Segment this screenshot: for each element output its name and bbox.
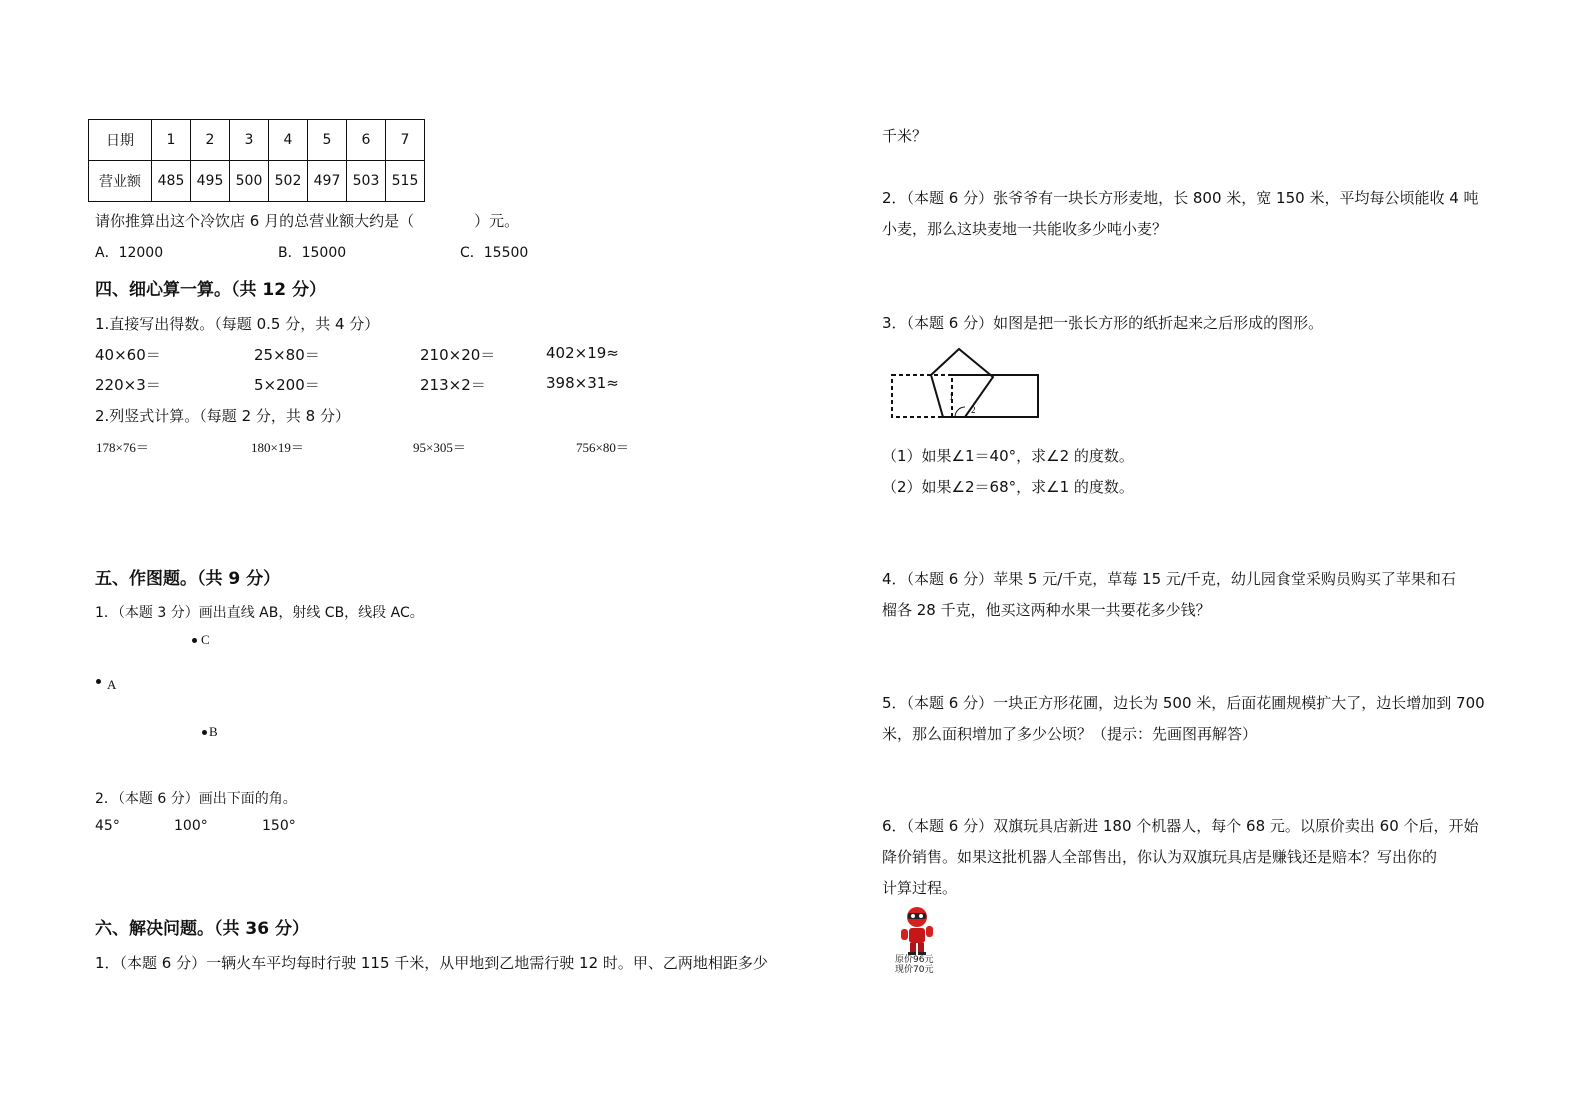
section6-q5-line2: 米，那么面积增加了多少公顷？（提示：先画图再解答）: [882, 725, 1258, 743]
table-cell: 500: [230, 161, 269, 202]
section6-q1-line1: 1．（本题 6 分）一辆火车平均每时行驶 115 千米，从甲地到乙地需行驶 12 时。甲、乙两地相距多少: [95, 954, 768, 972]
table-row: [89, 161, 425, 202]
section5-title: 五、作图题。（共 9 分）: [95, 569, 281, 589]
section6-q3: 3．（本题 6 分）如图是把一张长方形的纸折起来之后形成的图形。: [882, 314, 1324, 332]
section6-q5-line1: 5．（本题 6 分）一块正方形花圃，边长为 500 米，后面花圃规模扩大了，边长增加到 700: [882, 694, 1485, 712]
folded-away-part: [892, 375, 952, 417]
section6-title: 六、解决问题。（共 36 分）: [95, 919, 309, 939]
section6-q6-line3: 计算过程。: [882, 879, 958, 897]
angle-item: 100°: [174, 818, 208, 834]
section6-q6-line2: 降价销售。如果这批机器人全部售出，你认为双旗玩具店是赚钱还是赔本？写出你的: [882, 848, 1438, 866]
option-b: B．15000: [278, 245, 347, 261]
section6-q2-line1: 2．（本题 6 分）张爷爷有一块长方形麦地，长 800 米，宽 150 米，平均每公顷能收 4 吨: [882, 189, 1479, 207]
angle-item: 45°: [95, 818, 120, 834]
remaining-rectangle: [952, 375, 1038, 417]
calc-item: 210×20＝: [420, 346, 496, 364]
section5-q1: 1．（本题 3 分）画出直线 AB，射线 CB，线段 AC。: [95, 605, 424, 621]
section6-q4-line1: 4．（本题 6 分）苹果 5 元/千克，草莓 15 元/千克，幼儿园食堂采购员购买了苹果和石: [882, 570, 1456, 588]
calc-item: 5×200＝: [254, 376, 320, 394]
table-row: [89, 120, 425, 161]
table-cell: 485: [152, 161, 191, 202]
table-cell: 515: [386, 161, 425, 202]
table-header-cell: 日期: [89, 120, 152, 161]
option-c: C．15500: [460, 245, 529, 261]
section4-q2: 2.列竖式计算。（每题 2 分，共 8 分）: [95, 407, 350, 425]
section4-title: 四、细心算一算。（共 12 分）: [95, 280, 326, 300]
table-cell: 2: [191, 120, 230, 161]
point-b-dot: [202, 730, 207, 735]
point-b-label: B: [209, 724, 218, 739]
table-cell: 502: [269, 161, 308, 202]
table-cell: 3: [230, 120, 269, 161]
table-cell: 4: [269, 120, 308, 161]
table-cell: 1: [152, 120, 191, 161]
calc-item: 213×2＝: [420, 376, 486, 394]
table-header-cell: 营业额: [89, 161, 152, 202]
robot-original-price: 原价96元: [895, 955, 934, 965]
point-c-label: C: [201, 632, 210, 647]
vertical-calc-item: 95×305＝: [413, 440, 466, 455]
section6-q3-sub1: （1）如果∠1＝40°，求∠2 的度数。: [882, 447, 1134, 465]
angle-label-1: 2: [971, 405, 976, 415]
option-a: A．12000: [95, 245, 164, 261]
section5-q2: 2．（本题 6 分）画出下面的角。: [95, 791, 297, 807]
calc-item: 402×19≈: [546, 344, 619, 362]
angle-item: 150°: [262, 818, 296, 834]
table-cell: 5: [308, 120, 347, 161]
table-cell: 6: [347, 120, 386, 161]
table-cell: 7: [386, 120, 425, 161]
table-cell: 503: [347, 161, 386, 202]
vertical-calc-item: 180×19＝: [251, 440, 304, 455]
point-c-dot: [192, 638, 197, 643]
section6-q4-line2: 榴各 28 千克，他买这两种水果一共要花多少钱？: [882, 601, 1211, 619]
angle-arc: [955, 407, 965, 417]
point-a-label: A: [107, 677, 117, 692]
calc-item: 220×3＝: [95, 376, 161, 394]
estimate-question: 请你推算出这个冷饮店 6 月的总营业额大约是（ ）元。: [95, 212, 520, 230]
vertical-calc-item: 756×80＝: [576, 440, 629, 455]
point-a-dot: [96, 679, 101, 684]
section6-q1-line2: 千米？: [882, 127, 928, 145]
table-cell: 497: [308, 161, 347, 202]
section6-q2-line2: 小麦，那么这块麦地一共能收多少吨小麦？: [882, 220, 1168, 238]
calc-item: 25×80＝: [254, 346, 320, 364]
vertical-calc-item: 178×76＝: [96, 440, 149, 455]
robot-current-price: 现价70元: [895, 965, 934, 975]
folded-flap: [931, 349, 993, 417]
table-cell: 495: [191, 161, 230, 202]
calc-item: 398×31≈: [546, 374, 619, 392]
folded-paper-figure: [885, 345, 1050, 425]
sales-table: [88, 119, 425, 202]
section6-q6-line1: 6．（本题 6 分）双旗玩具店新进 180 个机器人，每个 68 元。以原价卖出 60 个后，开始: [882, 817, 1479, 835]
calc-item: 40×60＝: [95, 346, 161, 364]
angle-label-2: 1: [949, 392, 954, 402]
section6-q3-sub2: （2）如果∠2＝68°，求∠1 的度数。: [882, 478, 1134, 496]
section4-q1: 1.直接写出得数。（每题 0.5 分，共 4 分）: [95, 315, 380, 333]
